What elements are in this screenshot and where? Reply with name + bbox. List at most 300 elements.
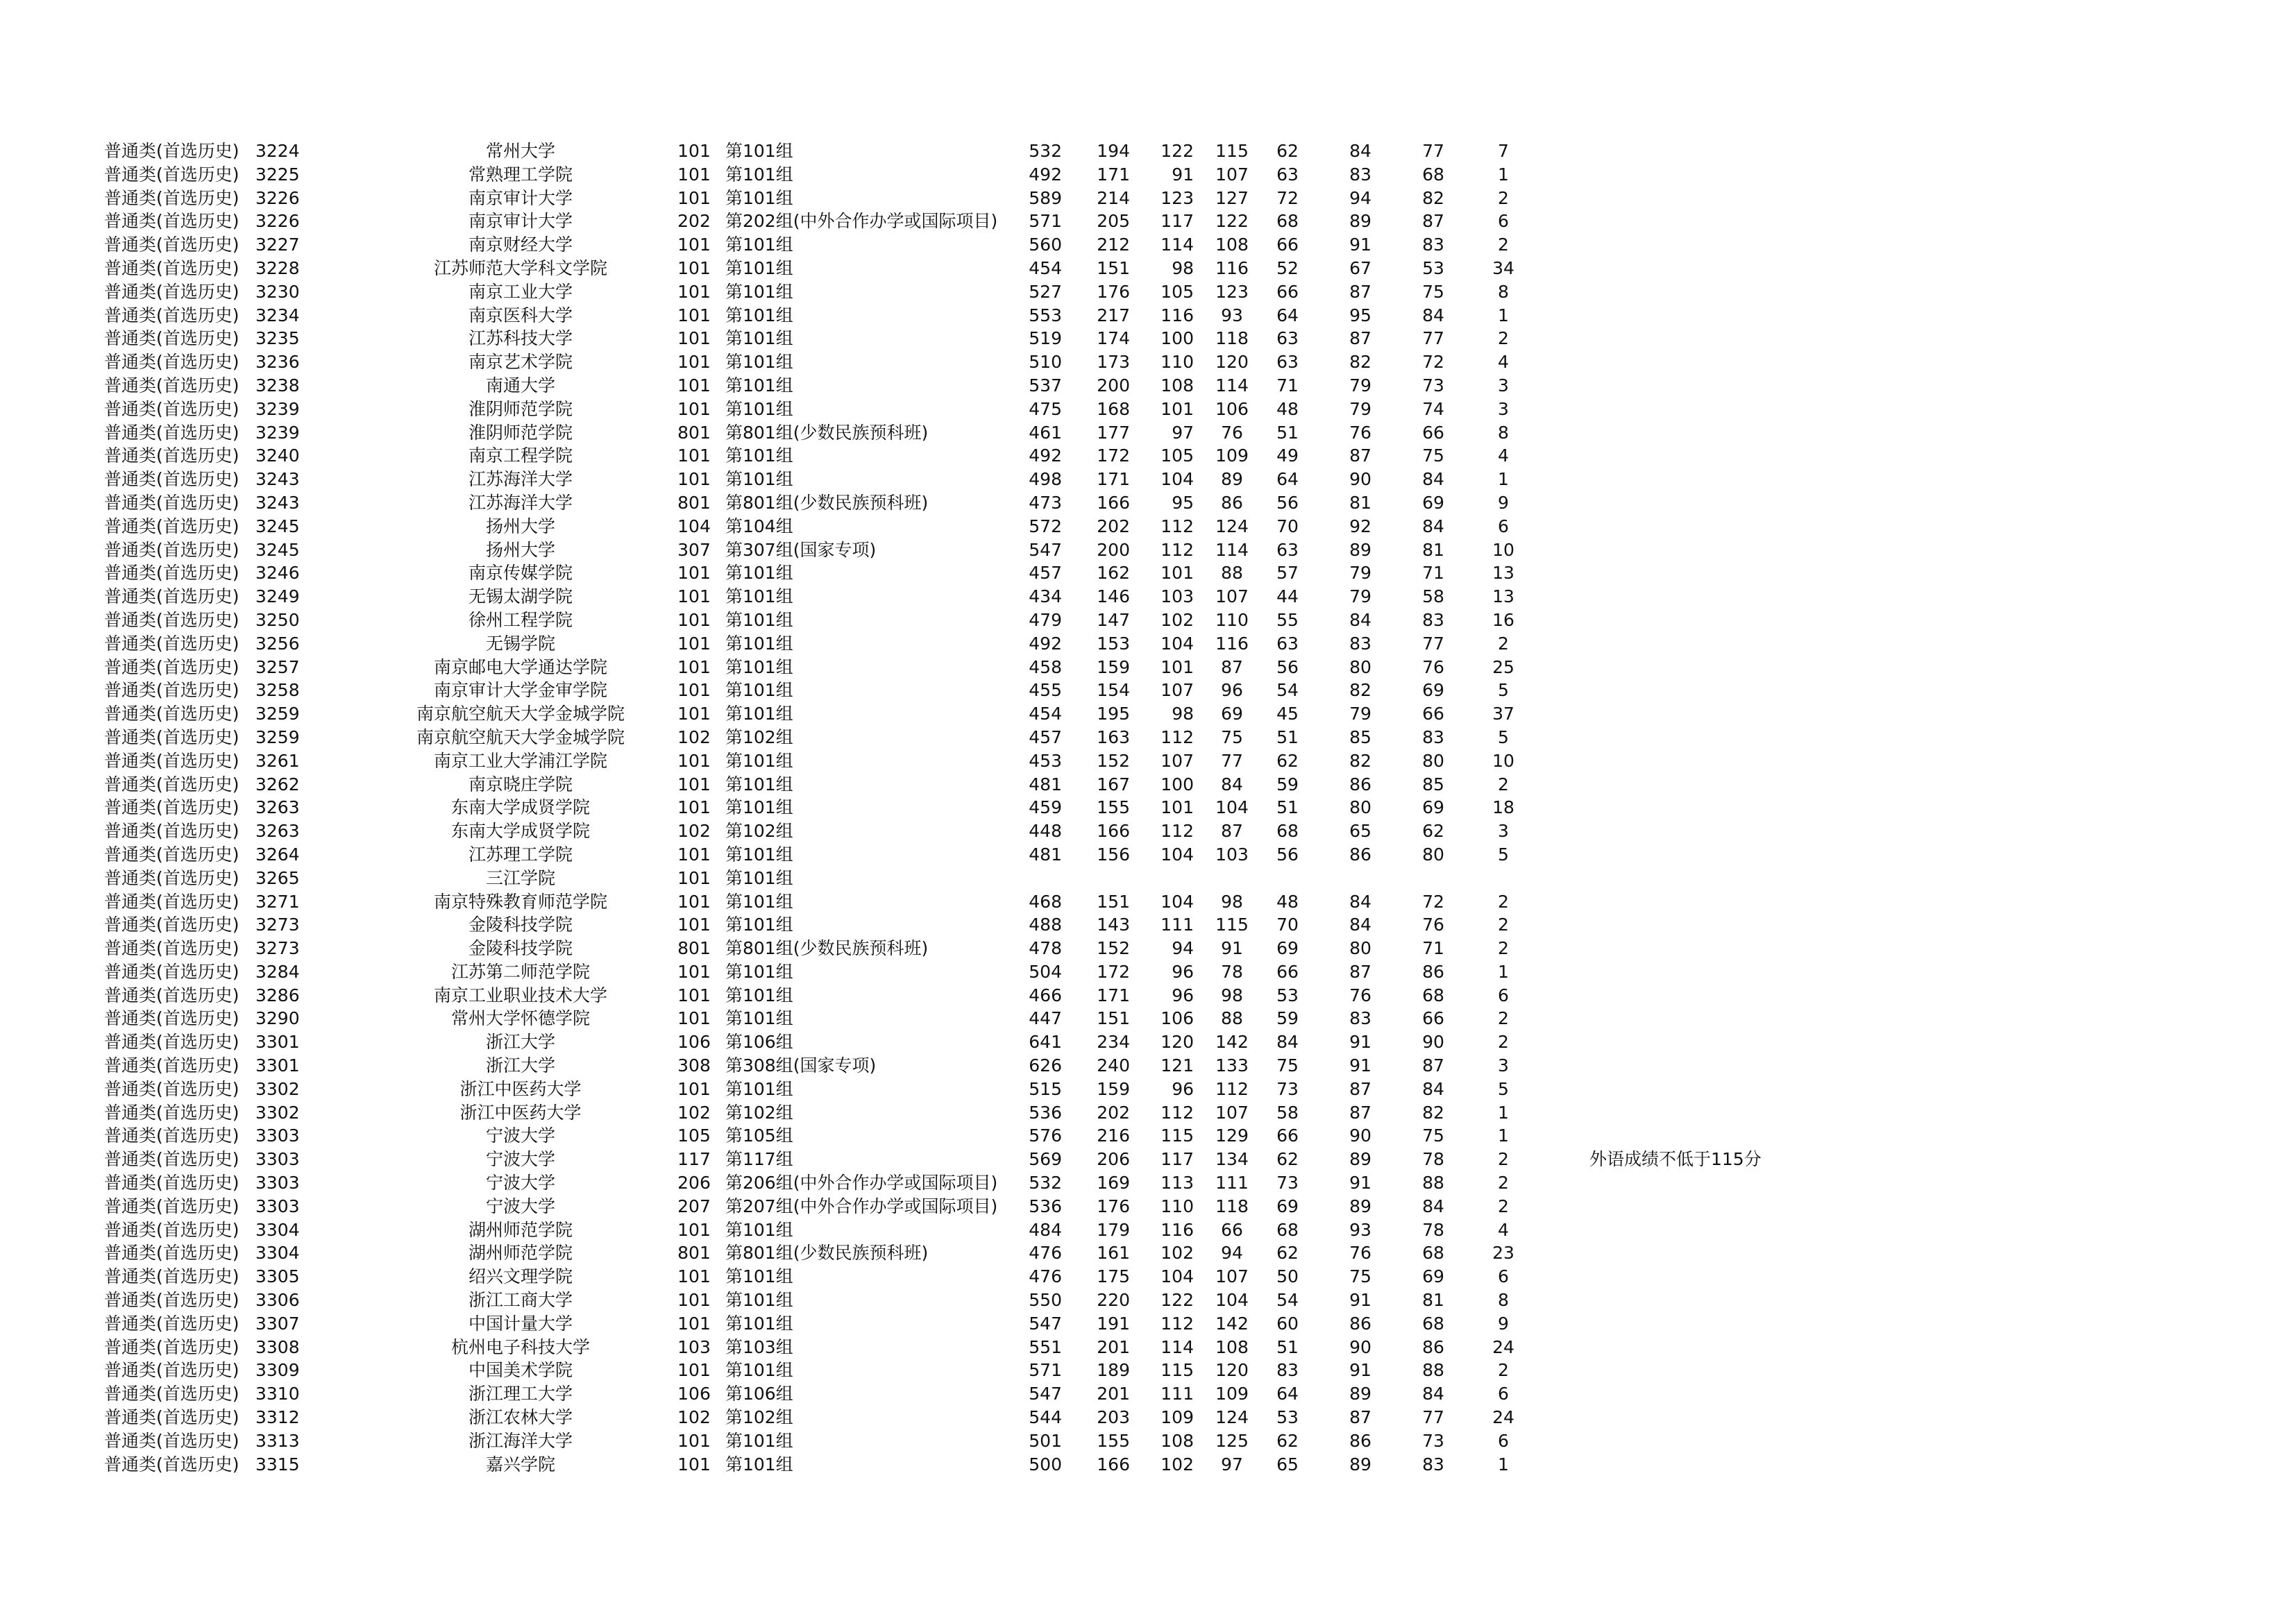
type-cell: 普通类(首选历史) xyxy=(104,1032,239,1053)
group-name-cell: 第308组(国家专项) xyxy=(725,1055,877,1076)
school-name-cell: 绍兴文理学院 xyxy=(468,1266,573,1287)
score-total-cell: 492 xyxy=(1029,445,1062,466)
school-code-cell: 3227 xyxy=(255,235,300,255)
score-col6-cell: 82 xyxy=(1349,750,1371,771)
group-name-cell: 第801组(少数民族预科班) xyxy=(725,422,929,443)
score-col5-cell: 54 xyxy=(1276,1290,1299,1311)
score-col5-cell: 63 xyxy=(1276,352,1299,373)
score-col6-cell: 89 xyxy=(1349,1149,1371,1170)
score-col5-cell: 75 xyxy=(1276,1055,1299,1076)
score-col6-cell: 82 xyxy=(1349,352,1371,373)
score-col6-cell: 67 xyxy=(1349,257,1371,278)
school-name-cell: 杭州电子科技大学 xyxy=(450,1336,590,1357)
school-name-cell: 宁波大学 xyxy=(485,1173,555,1193)
count-cell: 5 xyxy=(1498,726,1509,747)
score-col2-cell: 202 xyxy=(1097,516,1130,536)
score-col2-cell: 206 xyxy=(1097,1149,1130,1170)
score-col2-cell: 152 xyxy=(1097,750,1130,771)
school-code-cell: 3235 xyxy=(255,328,300,349)
score-total-cell: 560 xyxy=(1029,235,1062,255)
group-code-cell: 102 xyxy=(677,1407,711,1428)
school-name-cell: 金陵科技学院 xyxy=(468,938,573,959)
score-col7-cell: 84 xyxy=(1422,516,1444,536)
score-col5-cell: 63 xyxy=(1276,164,1299,185)
group-name-cell: 第106组 xyxy=(725,1032,793,1053)
score-col6-cell: 91 xyxy=(1349,1173,1371,1193)
group-code-cell: 101 xyxy=(677,1290,711,1311)
score-col7-cell: 81 xyxy=(1422,1290,1444,1311)
group-name-cell: 第102组 xyxy=(725,1407,793,1428)
score-col4-cell: 112 xyxy=(1215,1078,1249,1099)
score-col2-cell: 203 xyxy=(1097,1407,1130,1428)
score-col6-cell: 93 xyxy=(1349,1219,1371,1240)
school-code-cell: 3286 xyxy=(255,985,300,1005)
score-col6-cell: 79 xyxy=(1349,563,1371,584)
group-name-cell: 第101组 xyxy=(725,352,793,373)
type-cell: 普通类(首选历史) xyxy=(104,257,239,278)
score-col2-cell: 151 xyxy=(1097,257,1130,278)
score-col6-cell: 86 xyxy=(1349,1313,1371,1334)
score-col5-cell: 59 xyxy=(1276,774,1299,794)
score-col5-cell: 57 xyxy=(1276,563,1299,584)
score-col3-cell: 96 xyxy=(1172,985,1194,1005)
score-col3-cell: 97 xyxy=(1172,422,1194,443)
group-name-cell: 第101组 xyxy=(725,445,793,466)
score-col4-cell: 111 xyxy=(1215,1173,1249,1193)
score-col6-cell: 83 xyxy=(1349,164,1371,185)
school-code-cell: 3308 xyxy=(255,1336,300,1357)
score-col3-cell: 103 xyxy=(1160,586,1194,607)
school-name-cell: 三江学院 xyxy=(485,867,555,888)
score-col4-cell: 107 xyxy=(1215,586,1249,607)
group-code-cell: 101 xyxy=(677,704,711,724)
school-code-cell: 3245 xyxy=(255,516,300,536)
count-cell: 1 xyxy=(1498,1102,1509,1123)
group-name-cell: 第101组 xyxy=(725,281,793,302)
score-col6-cell: 91 xyxy=(1349,235,1371,255)
count-cell: 34 xyxy=(1492,257,1514,278)
type-cell: 普通类(首选历史) xyxy=(104,633,239,654)
score-col5-cell: 66 xyxy=(1276,961,1299,982)
school-name-cell: 无锡学院 xyxy=(485,633,555,654)
score-col5-cell: 58 xyxy=(1276,1102,1299,1123)
group-code-cell: 101 xyxy=(677,961,711,982)
score-col3-cell: 91 xyxy=(1172,164,1194,185)
score-col5-cell: 68 xyxy=(1276,1219,1299,1240)
group-code-cell: 101 xyxy=(677,633,711,654)
score-col7-cell: 68 xyxy=(1422,164,1444,185)
score-total-cell: 576 xyxy=(1029,1125,1062,1146)
score-col4-cell: 116 xyxy=(1215,257,1249,278)
score-total-cell: 515 xyxy=(1029,1078,1062,1099)
score-col7-cell: 80 xyxy=(1422,844,1444,865)
school-name-cell: 南京审计大学 xyxy=(468,211,573,232)
score-col5-cell: 52 xyxy=(1276,257,1299,278)
school-code-cell: 3304 xyxy=(255,1219,300,1240)
count-cell: 9 xyxy=(1498,1313,1509,1334)
type-cell: 普通类(首选历史) xyxy=(104,1430,239,1451)
score-col2-cell: 174 xyxy=(1097,328,1130,349)
school-name-cell: 浙江农林大学 xyxy=(468,1407,573,1428)
score-col2-cell: 166 xyxy=(1097,821,1130,842)
score-total-cell: 551 xyxy=(1029,1336,1062,1357)
score-col6-cell: 75 xyxy=(1349,1266,1371,1287)
score-col3-cell: 95 xyxy=(1172,492,1194,513)
group-name-cell: 第101组 xyxy=(725,1313,793,1334)
score-col6-cell: 87 xyxy=(1349,1078,1371,1099)
score-total-cell: 571 xyxy=(1029,1360,1062,1381)
score-col5-cell: 55 xyxy=(1276,609,1299,630)
school-code-cell: 3258 xyxy=(255,680,300,701)
score-col6-cell: 76 xyxy=(1349,422,1371,443)
school-code-cell: 3250 xyxy=(255,609,300,630)
score-col4-cell: 106 xyxy=(1215,398,1249,419)
score-col2-cell: 240 xyxy=(1097,1055,1130,1076)
score-col4-cell: 87 xyxy=(1221,821,1243,842)
school-code-cell: 3256 xyxy=(255,633,300,654)
count-cell: 4 xyxy=(1498,352,1509,373)
group-code-cell: 101 xyxy=(677,281,711,302)
score-col4-cell: 89 xyxy=(1221,469,1243,490)
score-col2-cell: 234 xyxy=(1097,1032,1130,1053)
group-code-cell: 101 xyxy=(677,915,711,935)
score-col4-cell: 116 xyxy=(1215,633,1249,654)
score-col2-cell: 217 xyxy=(1097,305,1130,325)
score-total-cell: 527 xyxy=(1029,281,1062,302)
score-col7-cell: 88 xyxy=(1422,1360,1444,1381)
school-code-cell: 3240 xyxy=(255,445,300,466)
score-col3-cell: 106 xyxy=(1160,1008,1194,1029)
score-col7-cell: 87 xyxy=(1422,211,1444,232)
group-code-cell: 202 xyxy=(677,211,711,232)
score-col5-cell: 69 xyxy=(1276,1196,1299,1216)
count-cell: 6 xyxy=(1498,985,1509,1005)
school-code-cell: 3224 xyxy=(255,141,300,161)
type-cell: 普通类(首选历史) xyxy=(104,726,239,747)
type-cell: 普通类(首选历史) xyxy=(104,281,239,302)
score-col7-cell: 72 xyxy=(1422,891,1444,912)
score-col7-cell: 86 xyxy=(1422,961,1444,982)
school-code-cell: 3271 xyxy=(255,891,300,912)
score-col2-cell: 173 xyxy=(1097,352,1130,373)
group-name-cell: 第101组 xyxy=(725,867,793,888)
score-col7-cell: 73 xyxy=(1422,1430,1444,1451)
score-total-cell: 498 xyxy=(1029,469,1062,490)
school-code-cell: 3310 xyxy=(255,1384,300,1404)
score-col6-cell: 90 xyxy=(1349,469,1371,490)
score-col2-cell: 214 xyxy=(1097,187,1130,208)
score-col5-cell: 51 xyxy=(1276,797,1299,818)
score-col3-cell: 111 xyxy=(1160,1384,1194,1404)
score-total-cell: 434 xyxy=(1029,586,1062,607)
group-code-cell: 104 xyxy=(677,516,711,536)
score-col6-cell: 79 xyxy=(1349,586,1371,607)
school-code-cell: 3264 xyxy=(255,844,300,865)
group-code-cell: 101 xyxy=(677,164,711,185)
score-col5-cell: 63 xyxy=(1276,539,1299,560)
school-name-cell: 湖州师范学院 xyxy=(468,1219,573,1240)
school-code-cell: 3303 xyxy=(255,1173,300,1193)
score-col2-cell: 146 xyxy=(1097,586,1130,607)
school-name-cell: 南京工程学院 xyxy=(468,445,573,466)
school-name-cell: 南京财经大学 xyxy=(468,235,573,255)
score-total-cell: 492 xyxy=(1029,633,1062,654)
type-cell: 普通类(首选历史) xyxy=(104,938,239,959)
school-code-cell: 3243 xyxy=(255,492,300,513)
count-cell: 4 xyxy=(1498,1219,1509,1240)
school-name-cell: 南京审计大学金审学院 xyxy=(433,680,607,701)
score-col4-cell: 103 xyxy=(1215,844,1249,865)
score-col7-cell: 84 xyxy=(1422,1196,1444,1216)
school-code-cell: 3301 xyxy=(255,1032,300,1053)
score-col2-cell: 162 xyxy=(1097,563,1130,584)
type-cell: 普通类(首选历史) xyxy=(104,609,239,630)
group-name-cell: 第101组 xyxy=(725,1360,793,1381)
type-cell: 普通类(首选历史) xyxy=(104,328,239,349)
type-cell: 普通类(首选历史) xyxy=(104,398,239,419)
group-name-cell: 第206组(中外合作办学或国际项目) xyxy=(725,1173,998,1193)
score-col5-cell: 68 xyxy=(1276,821,1299,842)
score-col6-cell: 89 xyxy=(1349,1196,1371,1216)
score-col2-cell: 201 xyxy=(1097,1384,1130,1404)
score-col6-cell: 86 xyxy=(1349,1430,1371,1451)
score-col7-cell: 84 xyxy=(1422,469,1444,490)
score-col2-cell: 169 xyxy=(1097,1173,1130,1193)
score-col6-cell: 80 xyxy=(1349,938,1371,959)
score-col4-cell: 98 xyxy=(1221,891,1243,912)
score-col3-cell: 100 xyxy=(1160,328,1194,349)
score-col7-cell: 78 xyxy=(1422,1219,1444,1240)
count-cell: 1 xyxy=(1498,961,1509,982)
group-name-cell: 第801组(少数民族预科班) xyxy=(725,1243,929,1264)
group-name-cell: 第101组 xyxy=(725,797,793,818)
score-total-cell: 532 xyxy=(1029,1173,1062,1193)
count-cell: 6 xyxy=(1498,1266,1509,1287)
score-col6-cell: 89 xyxy=(1349,1384,1371,1404)
school-code-cell: 3303 xyxy=(255,1149,300,1170)
score-col6-cell: 87 xyxy=(1349,1407,1371,1428)
score-col3-cell: 112 xyxy=(1160,1313,1194,1334)
count-cell: 2 xyxy=(1498,1008,1509,1029)
school-code-cell: 3301 xyxy=(255,1055,300,1076)
type-cell: 普通类(首选历史) xyxy=(104,469,239,490)
group-code-cell: 207 xyxy=(677,1196,711,1216)
score-col4-cell: 120 xyxy=(1215,1360,1249,1381)
group-name-cell: 第801组(少数民族预科班) xyxy=(725,492,929,513)
score-total-cell: 457 xyxy=(1029,563,1062,584)
school-code-cell: 3307 xyxy=(255,1313,300,1334)
type-cell: 普通类(首选历史) xyxy=(104,1173,239,1193)
score-col4-cell: 107 xyxy=(1215,164,1249,185)
score-col6-cell: 91 xyxy=(1349,1290,1371,1311)
count-cell: 5 xyxy=(1498,1078,1509,1099)
type-cell: 普通类(首选历史) xyxy=(104,1196,239,1216)
count-cell: 25 xyxy=(1492,656,1514,677)
score-col3-cell: 116 xyxy=(1160,305,1194,325)
score-col6-cell: 84 xyxy=(1349,891,1371,912)
score-col2-cell: 172 xyxy=(1097,445,1130,466)
type-cell: 普通类(首选历史) xyxy=(104,1149,239,1170)
score-col7-cell: 78 xyxy=(1422,1149,1444,1170)
group-code-cell: 101 xyxy=(677,328,711,349)
score-col7-cell: 83 xyxy=(1422,609,1444,630)
count-cell: 24 xyxy=(1492,1407,1514,1428)
score-total-cell: 481 xyxy=(1029,774,1062,794)
score-total-cell: 569 xyxy=(1029,1149,1062,1170)
score-col4-cell: 127 xyxy=(1215,187,1249,208)
school-code-cell: 3230 xyxy=(255,281,300,302)
score-col2-cell: 163 xyxy=(1097,726,1130,747)
score-col4-cell: 94 xyxy=(1221,1243,1243,1264)
score-col4-cell: 118 xyxy=(1215,1196,1249,1216)
school-code-cell: 3304 xyxy=(255,1243,300,1264)
school-code-cell: 3243 xyxy=(255,469,300,490)
score-col3-cell: 111 xyxy=(1160,915,1194,935)
score-col4-cell: 125 xyxy=(1215,1430,1249,1451)
score-total-cell: 475 xyxy=(1029,398,1062,419)
school-name-cell: 扬州大学 xyxy=(485,539,555,560)
score-col4-cell: 115 xyxy=(1215,915,1249,935)
school-code-cell: 3273 xyxy=(255,938,300,959)
count-cell: 2 xyxy=(1498,1149,1509,1170)
school-name-cell: 江苏第二师范学院 xyxy=(450,961,590,982)
school-name-cell: 常熟理工学院 xyxy=(468,164,573,185)
group-name-cell: 第101组 xyxy=(725,609,793,630)
score-col6-cell: 82 xyxy=(1349,680,1371,701)
score-total-cell: 547 xyxy=(1029,539,1062,560)
score-col2-cell: 166 xyxy=(1097,1454,1130,1475)
score-col7-cell: 83 xyxy=(1422,1454,1444,1475)
score-col3-cell: 114 xyxy=(1160,1336,1194,1357)
score-total-cell: 641 xyxy=(1029,1032,1062,1053)
score-col3-cell: 121 xyxy=(1160,1055,1194,1076)
group-name-cell: 第102组 xyxy=(725,726,793,747)
score-col3-cell: 105 xyxy=(1160,281,1194,302)
count-cell: 10 xyxy=(1492,539,1514,560)
score-col3-cell: 112 xyxy=(1160,516,1194,536)
score-total-cell: 448 xyxy=(1029,821,1062,842)
score-col2-cell: 195 xyxy=(1097,704,1130,724)
count-cell: 6 xyxy=(1498,516,1509,536)
score-col4-cell: 66 xyxy=(1221,1219,1243,1240)
group-code-cell: 101 xyxy=(677,1008,711,1029)
type-cell: 普通类(首选历史) xyxy=(104,1078,239,1099)
count-cell: 6 xyxy=(1498,211,1509,232)
score-col4-cell: 142 xyxy=(1215,1313,1249,1334)
score-col5-cell: 53 xyxy=(1276,985,1299,1005)
school-code-cell: 3228 xyxy=(255,257,300,278)
group-name-cell: 第117组 xyxy=(725,1149,793,1170)
score-col6-cell: 91 xyxy=(1349,1055,1371,1076)
score-total-cell: 459 xyxy=(1029,797,1062,818)
score-col3-cell: 114 xyxy=(1160,235,1194,255)
type-cell: 普通类(首选历史) xyxy=(104,187,239,208)
score-col7-cell: 77 xyxy=(1422,328,1444,349)
group-code-cell: 801 xyxy=(677,938,711,959)
group-code-cell: 307 xyxy=(677,539,711,560)
count-cell: 18 xyxy=(1492,797,1514,818)
score-col4-cell: 93 xyxy=(1221,305,1243,325)
score-col5-cell: 69 xyxy=(1276,938,1299,959)
score-col7-cell: 69 xyxy=(1422,492,1444,513)
school-name-cell: 江苏科技大学 xyxy=(468,328,573,349)
group-name-cell: 第101组 xyxy=(725,774,793,794)
score-col4-cell: 133 xyxy=(1215,1055,1249,1076)
group-name-cell: 第101组 xyxy=(725,915,793,935)
score-total-cell: 468 xyxy=(1029,891,1062,912)
score-col4-cell: 109 xyxy=(1215,445,1249,466)
count-cell: 2 xyxy=(1498,328,1509,349)
score-col3-cell: 116 xyxy=(1160,1219,1194,1240)
school-name-cell: 南京工业大学 xyxy=(468,281,573,302)
score-col2-cell: 200 xyxy=(1097,539,1130,560)
group-name-cell: 第102组 xyxy=(725,1102,793,1123)
type-cell: 普通类(首选历史) xyxy=(104,1454,239,1475)
score-col3-cell: 104 xyxy=(1160,469,1194,490)
group-name-cell: 第101组 xyxy=(725,187,793,208)
score-col5-cell: 72 xyxy=(1276,187,1299,208)
score-col7-cell: 62 xyxy=(1422,821,1444,842)
score-col6-cell: 94 xyxy=(1349,187,1371,208)
type-cell: 普通类(首选历史) xyxy=(104,821,239,842)
score-total-cell: 532 xyxy=(1029,141,1062,161)
score-total-cell: 458 xyxy=(1029,656,1062,677)
score-col7-cell: 73 xyxy=(1422,375,1444,396)
score-total-cell: 553 xyxy=(1029,305,1062,325)
score-col5-cell: 53 xyxy=(1276,1407,1299,1428)
score-total-cell: 571 xyxy=(1029,211,1062,232)
group-name-cell: 第207组(中外合作办学或国际项目) xyxy=(725,1196,998,1216)
score-total-cell: 476 xyxy=(1029,1243,1062,1264)
group-code-cell: 801 xyxy=(677,1243,711,1264)
type-cell: 普通类(首选历史) xyxy=(104,704,239,724)
score-col3-cell: 105 xyxy=(1160,445,1194,466)
score-col3-cell: 107 xyxy=(1160,680,1194,701)
school-name-cell: 中国美术学院 xyxy=(468,1360,573,1381)
type-cell: 普通类(首选历史) xyxy=(104,1102,239,1123)
count-cell: 3 xyxy=(1498,398,1509,419)
count-cell: 13 xyxy=(1492,586,1514,607)
group-code-cell: 102 xyxy=(677,1102,711,1123)
score-col4-cell: 97 xyxy=(1221,1454,1243,1475)
school-code-cell: 3302 xyxy=(255,1078,300,1099)
school-code-cell: 3225 xyxy=(255,164,300,185)
count-cell: 16 xyxy=(1492,609,1514,630)
score-total-cell: 572 xyxy=(1029,516,1062,536)
group-name-cell: 第101组 xyxy=(725,235,793,255)
score-col2-cell: 191 xyxy=(1097,1313,1130,1334)
score-col5-cell: 63 xyxy=(1276,328,1299,349)
score-col7-cell: 77 xyxy=(1422,141,1444,161)
score-col3-cell: 102 xyxy=(1160,1454,1194,1475)
school-code-cell: 3259 xyxy=(255,704,300,724)
score-col6-cell: 91 xyxy=(1349,1360,1371,1381)
type-cell: 普通类(首选历史) xyxy=(104,1008,239,1029)
score-col4-cell: 76 xyxy=(1221,422,1243,443)
score-col6-cell: 84 xyxy=(1349,915,1371,935)
group-code-cell: 106 xyxy=(677,1384,711,1404)
school-name-cell: 淮阴师范学院 xyxy=(468,422,573,443)
count-cell: 8 xyxy=(1498,1290,1509,1311)
score-col3-cell: 122 xyxy=(1160,141,1194,161)
score-col6-cell: 87 xyxy=(1349,445,1371,466)
count-cell: 4 xyxy=(1498,445,1509,466)
school-name-cell: 南京邮电大学通达学院 xyxy=(433,656,607,677)
group-name-cell: 第101组 xyxy=(725,305,793,325)
type-cell: 普通类(首选历史) xyxy=(104,1360,239,1381)
score-total-cell: 492 xyxy=(1029,164,1062,185)
score-col3-cell: 115 xyxy=(1160,1360,1194,1381)
